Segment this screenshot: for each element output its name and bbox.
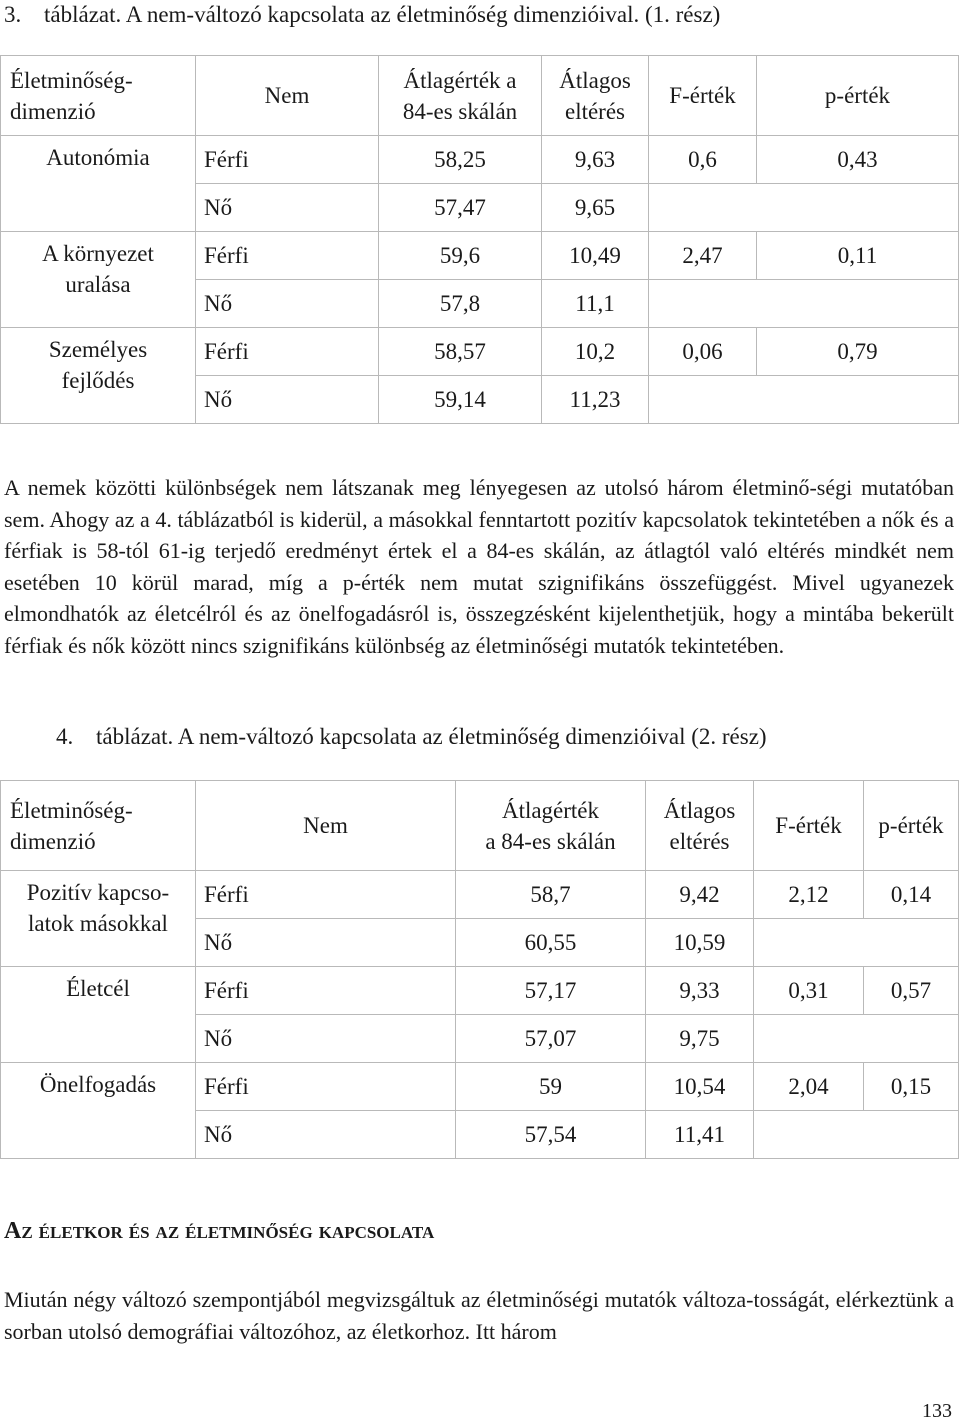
table-row: [1, 1063, 959, 1111]
sd-cell: 10,2: [542, 328, 649, 376]
cell-line: dimenzió: [10, 828, 96, 854]
cell-line: Életminőség-: [10, 797, 133, 823]
cell-line: Személyes: [48, 337, 148, 362]
cell-line: a 84-es skálán: [485, 828, 616, 854]
header-mean: [456, 781, 646, 871]
sd-cell: 11,41: [646, 1111, 754, 1159]
dimension-cell: [1, 1063, 196, 1159]
sd-cell: 9,65: [542, 184, 649, 232]
header-row: [1, 56, 959, 136]
sd-cell: 9,63: [542, 136, 649, 184]
f-value-cell: 2,47: [649, 232, 757, 280]
mean-cell: 57,8: [379, 280, 542, 328]
header-p-value: p-érték: [864, 781, 959, 871]
f-value-cell: 0,06: [649, 328, 757, 376]
cell-line: Átlagos: [559, 67, 631, 93]
gender-cell: Férfi: [196, 871, 456, 919]
sd-cell: 9,42: [646, 871, 754, 919]
dimension-cell: [1, 136, 196, 232]
header-gender: Nem: [196, 56, 379, 136]
table-row: [1, 871, 959, 919]
table3-caption-text: táblázat. A nem-változó kapcsolata az életminőség dimenzióival. (1. rész): [44, 2, 721, 27]
mean-cell: 57,54: [456, 1111, 646, 1159]
empty-cell: [649, 376, 959, 424]
gender-cell: Nő: [196, 184, 379, 232]
table4-number: 4.: [56, 724, 74, 749]
cell-line: Átlagos: [663, 797, 736, 823]
table-row: [1, 328, 959, 376]
section-heading-text: Az életkor és az életminőség kapcsolata: [4, 1218, 435, 1244]
gender-cell: Nő: [196, 376, 379, 424]
gender-cell: Férfi: [196, 967, 456, 1015]
mean-cell: 58,25: [379, 136, 542, 184]
gender-cell: Férfi: [196, 136, 379, 184]
cell-line: latok másokkal: [28, 911, 168, 936]
f-value-cell: 0,31: [754, 967, 864, 1015]
cell-line: eltérés: [669, 828, 730, 854]
table-row: [1, 136, 959, 184]
gender-cell: Férfi: [196, 328, 379, 376]
p-value-cell: 0,43: [757, 136, 959, 184]
dimension-cell: [1, 232, 196, 328]
cell-line: Pozitív kapcso-: [26, 880, 170, 905]
gender-cell: Férfi: [196, 1063, 456, 1111]
sd-cell: 10,49: [542, 232, 649, 280]
mean-cell: 57,47: [379, 184, 542, 232]
table3: [0, 55, 959, 424]
p-value-cell: 0,15: [864, 1063, 959, 1111]
empty-cell: [754, 1015, 959, 1063]
gender-cell: Nő: [196, 1015, 456, 1063]
cell-line: dimenzió: [10, 98, 96, 124]
cell-line: Autonómia: [46, 145, 150, 170]
cell-line: Átlagérték: [501, 797, 600, 823]
f-value-cell: 0,6: [649, 136, 757, 184]
section-heading: [4, 1218, 434, 1245]
header-gender: Nem: [196, 781, 456, 871]
gender-cell: Nő: [196, 1111, 456, 1159]
gender-cell: Férfi: [196, 232, 379, 280]
header-sd: [646, 781, 754, 871]
body-paragraph-2: Miután négy változó szempontjából megvizsgáltuk az életminőségi mutatók változa-tosságát, elérkeztünk a sorban utolsó demográfiai változóhoz, az életkorhoz. Itt három: [4, 1287, 954, 1344]
p-value-cell: 0,79: [757, 328, 959, 376]
mean-cell: 57,07: [456, 1015, 646, 1063]
mean-cell: 58,7: [456, 871, 646, 919]
cell-line: Életminőség-: [10, 67, 133, 93]
f-value-cell: 2,12: [754, 871, 864, 919]
cell-line: A környezet: [42, 241, 154, 266]
header-dimension: [1, 781, 196, 871]
empty-cell: [649, 184, 959, 232]
table4-caption: [56, 724, 767, 750]
p-value-cell: 0,57: [864, 967, 959, 1015]
mean-cell: 57,17: [456, 967, 646, 1015]
table4-caption-text: táblázat. A nem-változó kapcsolata az életminőség dimenzióival (2. rész): [96, 724, 767, 749]
sd-cell: 11,1: [542, 280, 649, 328]
table-row: [1, 232, 959, 280]
sd-cell: 9,75: [646, 1015, 754, 1063]
table4: [0, 780, 959, 1159]
table3-caption: [4, 2, 720, 28]
page-number: 133: [922, 1400, 952, 1422]
cell-line: 84-es skálán: [402, 98, 518, 124]
cell-line: Átlagérték a: [403, 67, 517, 93]
mean-cell: 59,14: [379, 376, 542, 424]
f-value-cell: 2,04: [754, 1063, 864, 1111]
gender-cell: Nő: [196, 280, 379, 328]
sd-cell: 10,54: [646, 1063, 754, 1111]
header-dimension: [1, 56, 196, 136]
cell-line: eltérés: [564, 98, 625, 124]
table-row: [1, 967, 959, 1015]
header-sd: [542, 56, 649, 136]
table3-number: 3.: [4, 2, 22, 27]
mean-cell: 60,55: [456, 919, 646, 967]
cell-line: fejlődés: [61, 368, 135, 393]
sd-cell: 9,33: [646, 967, 754, 1015]
dimension-cell: [1, 871, 196, 967]
cell-line: Önelfogadás: [39, 1072, 157, 1097]
header-mean: [379, 56, 542, 136]
mean-cell: 59,6: [379, 232, 542, 280]
sd-cell: 11,23: [542, 376, 649, 424]
cell-line: uralása: [65, 272, 131, 297]
empty-cell: [649, 280, 959, 328]
header-f-value: F-érték: [754, 781, 864, 871]
header-row: [1, 781, 959, 871]
cell-line: Életcél: [66, 976, 130, 1001]
mean-cell: 58,57: [379, 328, 542, 376]
empty-cell: [754, 919, 959, 967]
dimension-cell: [1, 328, 196, 424]
p-value-cell: 0,11: [757, 232, 959, 280]
header-f-value: F-érték: [649, 56, 757, 136]
sd-cell: 10,59: [646, 919, 754, 967]
body-paragraph-1: A nemek közötti különbségek nem látszanak meg lényegesen az utolsó három életminő-ségi mutatóban sem. Ahogy az a 4. táblázatból is kiderül, a másokkal fenntartott pozitív kapcsolatok tekintetében a nők és a férfiak is 58-tól 61-ig terjedő eredményt értek el a 84-es skálán, az átlagtól való eltérés mindkét nem esetében 10 körül marad, míg a p-érték nem mutat szignifikáns összefüggést. Mivel ugyanezek elmondhatók az életcélról és az önelfogadásról is, összegzésként kijelenthetjük, hogy a mintába bekerült férfiak és nők között nincs szignifikáns különbség az életminőségi mutatók tekintetében.: [4, 475, 954, 658]
gender-cell: Nő: [196, 919, 456, 967]
dimension-cell: [1, 967, 196, 1063]
p-value-cell: 0,14: [864, 871, 959, 919]
mean-cell: 59: [456, 1063, 646, 1111]
empty-cell: [754, 1111, 959, 1159]
header-p-value: p-érték: [757, 56, 959, 136]
